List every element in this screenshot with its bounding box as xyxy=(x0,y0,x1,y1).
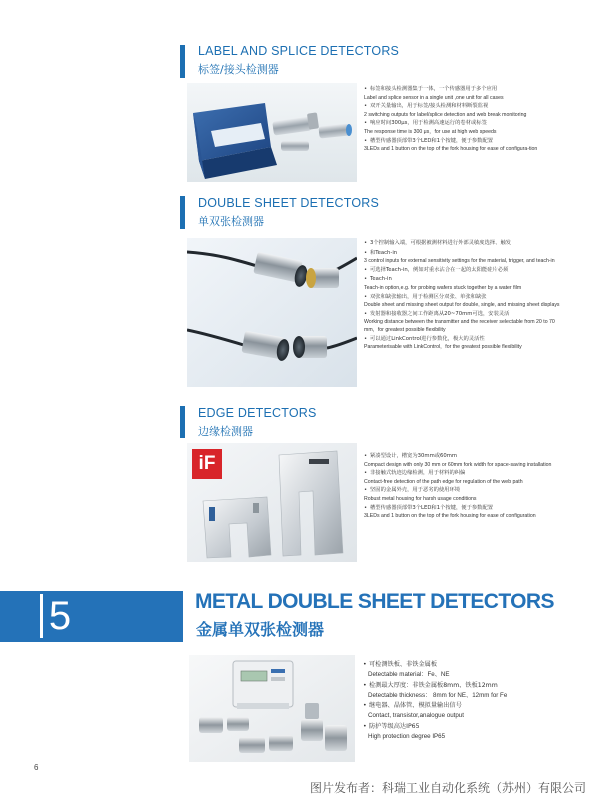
section-accent-bar xyxy=(180,196,185,229)
product-photo-double-sheet xyxy=(187,238,357,387)
feature-item: • 标签和接头检测器集于一体，一个传感器用于多个应用 Label and splice sensor in a single unit ,one unit for all cases xyxy=(364,85,564,102)
feature-item: • 响应时间300μs，用于检测高速运行的卷材或标签 The response time is 300 μs，for use at high web speeds xyxy=(364,119,564,136)
feature-item: • 检测最大厚度：非铁金属板8mm、铁板12mm Detectable thickness： 8mm for NE、12mm for Fe xyxy=(363,681,573,702)
feature-item: • 可以通过LinkControl进行参数化，极大的灵活性 Parameterisable with LinkControl，for the greatest possible flexibility xyxy=(364,335,564,352)
feature-item: • 坚固的金属外壳，用于恶劣的使用环境 Robust metal housing for harsh usage conditions xyxy=(364,486,564,503)
label-splice-sensor-illustration xyxy=(187,83,357,182)
metal-double-sheet-illustration xyxy=(189,655,355,762)
section-title-cn: 单双张检测器 xyxy=(198,215,264,228)
feature-list xyxy=(363,660,573,742)
section-title-cn: 边缘检测器 xyxy=(198,425,253,438)
section-title-en: DOUBLE SHEET DETECTORS xyxy=(198,196,380,210)
product-photo-metal-double-sheet xyxy=(189,655,355,762)
product-photo-edge xyxy=(187,443,357,562)
feature-item: • 紧凑型设计，槽宽为30mm或60mm Compact design with only 30 mm or 60mm fork width for space-saving installation xyxy=(364,452,564,469)
feature-item: • 可检测铁板、非铁金属板 Detectable material：Fe、NE xyxy=(363,660,573,681)
feature-item: • 槽型传感器顶部带3个LED和1个按键，便于参数配置 3LEDs and 1 button on the top of the fork housing for ease of configuration xyxy=(364,504,564,521)
feature-item: • 发射器和接收器之间工作距离从20~70mm可选，安装灵活 Working distance between the transmitter and the receiver selectable from 20 to 70 mm，for greatest possible flexibility xyxy=(364,310,564,335)
feature-list xyxy=(364,239,564,352)
feature-item: • 防护等级高达IP65 High protection degree IP65 xyxy=(363,722,573,743)
publisher-credit: 图片发布者：科瑞工业自动化系统（苏州）有限公司 xyxy=(309,781,586,795)
product-photo-label-splice xyxy=(187,83,357,182)
feature-item: • 双张和缺张输出，用于检测区分双张、单张和缺张 Double sheet and missing sheet output for double, single, and missing sheet displays xyxy=(364,293,564,310)
page-number: 6 xyxy=(34,763,39,772)
section-title-cn: 标签/接头检测器 xyxy=(198,63,279,76)
section-accent-bar xyxy=(180,406,185,438)
feature-item: • 槽型传感器顶部带3个LED和1个按键，便于参数配置 3LEDs and 1 button on the top of the fork housing for ease of configura-tion xyxy=(364,137,564,154)
feature-item: • 可选择Teach-in，例如对重水沾合在一起的太阳能硅片必须 • Teach-in Teach-in option,e.g. for probing wafers stuck together by a water film xyxy=(364,266,564,293)
section-title-en: LABEL AND SPLICE DETECTORS xyxy=(198,44,400,58)
feature-list xyxy=(364,85,564,154)
chapter-number: 5 xyxy=(48,594,72,638)
feature-item: • 继电器、晶体管、模拟量输出信号 Contact, transistor,analogue output xyxy=(363,701,573,722)
feature-list xyxy=(364,452,564,521)
double-sheet-sensor-illustration xyxy=(187,238,357,387)
feature-item: • 3个控制输入端，可根据被测材料进行外部灵敏度选择、触发 • 和Teach-in 3 control inputs for external sensitivity settings for the material, trigger, and teach-in xyxy=(364,239,564,266)
section-title-en: EDGE DETECTORS xyxy=(198,406,317,420)
feature-item: • 双开关量输出，用于标签/接头检测和材料断裂监视 2 switching outputs for label/splice detection and web break monitoring xyxy=(364,102,564,119)
if-design-award-badge: iF xyxy=(192,449,222,479)
chapter-title-cn: 金属单双张检测器 xyxy=(196,620,325,639)
section-accent-bar xyxy=(180,45,185,78)
chapter-number-block xyxy=(0,591,183,642)
chapter-title-en: METAL DOUBLE SHEET DETECTORS xyxy=(195,590,554,613)
feature-item: • 非接触式轨迹边缘检测，用于材料的纠偏 Contact-free detection of the path edge for regulation of the web path xyxy=(364,469,564,486)
